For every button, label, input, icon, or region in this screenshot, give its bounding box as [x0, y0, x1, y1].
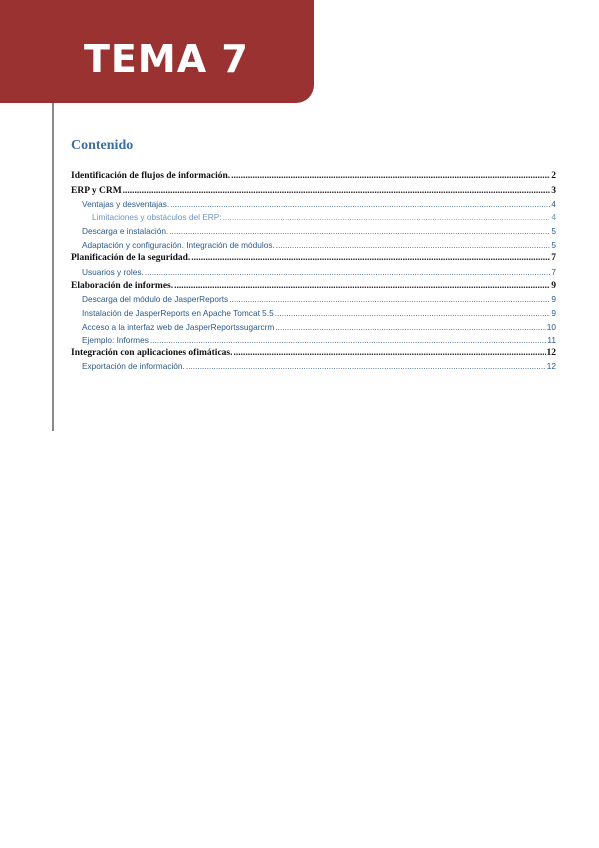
toc-entry-page: 5 [551, 240, 556, 250]
toc-entry-exportacion[interactable] [82, 360, 556, 372]
toc-entry-page: 3 [551, 186, 556, 196]
side-rule [52, 103, 54, 431]
toc-entry-page: 4 [551, 199, 556, 209]
toc-entry-text: ERP y CRM [71, 186, 122, 196]
toc-entry-ventajas[interactable] [82, 198, 556, 210]
toc-entry-text: Limitaciones y obstáculos del ERP: [92, 212, 222, 222]
toc-entry-descarga[interactable] [82, 225, 556, 237]
toc-entry-text: Exportación de información. [82, 361, 185, 371]
toc-entry-text: Elaboración de informes. [71, 281, 174, 291]
toc-entry-descarga-jasper[interactable] [82, 293, 556, 305]
toc-entry-instalacion-jasper[interactable] [82, 307, 556, 319]
toc-entry-seguridad[interactable] [71, 252, 556, 264]
toc-entry-page: 7 [551, 267, 556, 277]
toc-entry-page: 9 [551, 308, 556, 318]
toc-entry-text: Adaptación y configuración. Integración de módulos. [82, 240, 275, 250]
toc-entry-text: Ventajas y desventajas. [82, 199, 170, 209]
toc-entry-integracion[interactable] [71, 347, 556, 359]
toc-entry-adaptacion[interactable] [82, 239, 556, 251]
toc-entry-erp-crm[interactable] [71, 185, 556, 197]
toc-entry-page: 12 [546, 348, 556, 358]
toc-entry-text: Instalación de JasperReports en Apache Tomcat 5.5 [82, 308, 274, 318]
toc-entry-page: 5 [551, 226, 556, 236]
toc-entry-text: Descarga del módulo de JasperReports [82, 294, 229, 304]
toc-entry-text: Descarga e instalación. [82, 226, 169, 236]
toc-entry-page: 10 [546, 322, 556, 332]
toc-entry-page: 11 [547, 335, 556, 345]
toc-entry-text: Integración con aplicaciones ofimáticas. [71, 348, 233, 358]
toc-entry-page: 7 [551, 253, 556, 263]
toc-entry-text: Usuarios y roles. [82, 267, 144, 277]
toc-entry-text: Identificación de flujos de información. [71, 171, 231, 181]
toc-entry-acceso-interfaz[interactable] [82, 321, 556, 333]
toc-entry-text: Planificación de la seguridad. [71, 253, 191, 263]
toc-entry-page: 9 [551, 281, 556, 291]
toc-entry-flujos[interactable] [71, 170, 556, 182]
toc-heading: Contenido [71, 138, 134, 153]
toc-entry-text: Acceso a la interfaz web de JasperReportssugarcrm [82, 322, 275, 332]
toc-entry-page: 2 [551, 171, 556, 181]
toc-entry-informes[interactable] [71, 280, 556, 292]
toc-entry-usuarios[interactable] [82, 266, 556, 278]
toc-entry-ejemplo-informes[interactable] [82, 334, 556, 346]
toc-entry-limitaciones[interactable] [92, 211, 556, 223]
toc-entry-page: 9 [551, 294, 556, 304]
toc-entry-page: 12 [546, 361, 556, 371]
toc-entry-page: 4 [551, 212, 556, 222]
chapter-title: TEMA 7 [84, 37, 249, 81]
toc-entry-text: Ejemplo: Informes [82, 335, 149, 345]
